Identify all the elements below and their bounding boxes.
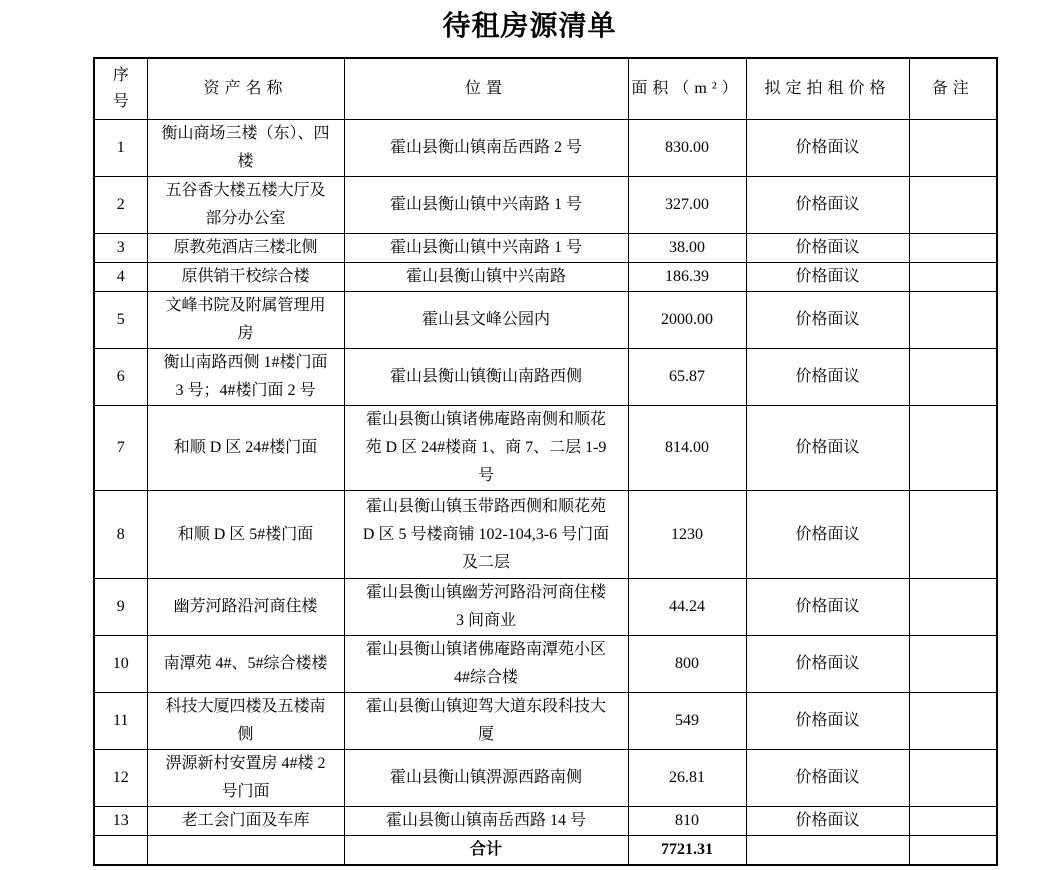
cell-area: 38.00 <box>628 234 746 263</box>
cell-location: 霍山县衡山镇南岳西路 2 号 <box>344 120 628 177</box>
cell-location: 霍山县衡山镇中兴南路 1 号 <box>344 177 628 234</box>
cell-note <box>909 807 997 836</box>
cell-location: 霍山县衡山镇中兴南路 <box>344 263 628 292</box>
cell-asset-name: 五谷香大楼五楼大厅及部分办公室 <box>147 177 344 234</box>
cell-area: 830.00 <box>628 120 746 177</box>
header-price: 拟定拍租价格 <box>746 58 909 120</box>
header-asset: 资产名称 <box>147 58 344 120</box>
cell-area: 65.87 <box>628 349 746 406</box>
table-body <box>94 120 997 836</box>
cell-asset-name: 原教苑酒店三楼北侧 <box>147 234 344 263</box>
table-row <box>94 349 997 406</box>
table-row <box>94 636 997 693</box>
cell-note <box>909 636 997 693</box>
table-row <box>94 750 997 807</box>
cell-note <box>909 234 997 263</box>
cell-area: 1230 <box>628 491 746 579</box>
cell-no: 2 <box>94 177 147 234</box>
cell-asset-name: 和顺 D 区 24#楼门面 <box>147 406 344 491</box>
cell-area: 186.39 <box>628 263 746 292</box>
cell-no: 10 <box>94 636 147 693</box>
page-title: 待租房源清单 <box>442 11 617 42</box>
cell-no: 5 <box>94 292 147 349</box>
table-row <box>94 292 997 349</box>
cell-no: 4 <box>94 263 147 292</box>
table-footer <box>94 836 997 866</box>
cell-asset-name: 文峰书院及附属管理用房 <box>147 292 344 349</box>
cell-asset-name: 衡山南路西侧 1#楼门面 3 号；4#楼门面 2 号 <box>147 349 344 406</box>
cell-note <box>909 491 997 579</box>
cell-area: 327.00 <box>628 177 746 234</box>
cell-price: 价格面议 <box>746 579 909 636</box>
cell-no: 7 <box>94 406 147 491</box>
table-header-row <box>94 58 997 120</box>
cell-location: 霍山县衡山镇衡山南路西侧 <box>344 349 628 406</box>
table-row <box>94 579 997 636</box>
total-cell-note <box>909 836 997 866</box>
rental-assets-table <box>93 57 998 866</box>
cell-no: 6 <box>94 349 147 406</box>
cell-location: 霍山县衡山镇淠源西路南侧 <box>344 750 628 807</box>
header-location: 位置 <box>344 58 628 120</box>
cell-no: 13 <box>94 807 147 836</box>
cell-note <box>909 406 997 491</box>
cell-price: 价格面议 <box>746 693 909 750</box>
total-cell-name <box>147 836 344 866</box>
cell-note <box>909 177 997 234</box>
cell-note <box>909 120 997 177</box>
cell-note <box>909 292 997 349</box>
cell-location: 霍山县衡山镇迎驾大道东段科技大厦 <box>344 693 628 750</box>
cell-asset-name: 淠源新村安置房 4#楼 2 号门面 <box>147 750 344 807</box>
cell-price: 价格面议 <box>746 234 909 263</box>
cell-price: 价格面议 <box>746 636 909 693</box>
header-no: 序号 <box>94 58 147 120</box>
cell-location: 霍山县衡山镇幽芳河路沿河商住楼 3 间商业 <box>344 579 628 636</box>
cell-no: 11 <box>94 693 147 750</box>
cell-price: 价格面议 <box>746 807 909 836</box>
cell-asset-name: 科技大厦四楼及五楼南侧 <box>147 693 344 750</box>
header-area: 面积（m²） <box>628 58 746 120</box>
cell-no: 1 <box>94 120 147 177</box>
cell-asset-name: 原供销干校综合楼 <box>147 263 344 292</box>
total-cell-no <box>94 836 147 866</box>
cell-location: 霍山县衡山镇南岳西路 14 号 <box>344 807 628 836</box>
total-cell-price <box>746 836 909 866</box>
cell-note <box>909 750 997 807</box>
cell-price: 价格面议 <box>746 177 909 234</box>
header-note: 备注 <box>909 58 997 120</box>
cell-asset-name: 和顺 D 区 5#楼门面 <box>147 491 344 579</box>
table-row <box>94 807 997 836</box>
table-row <box>94 120 997 177</box>
cell-location: 霍山县衡山镇玉带路西侧和顺花苑 D 区 5 号楼商铺 102-104,3-6 号门面及二层 <box>344 491 628 579</box>
table-row <box>94 263 997 292</box>
table-row <box>94 234 997 263</box>
cell-area: 814.00 <box>628 406 746 491</box>
total-label: 合计 <box>344 836 628 866</box>
cell-area: 800 <box>628 636 746 693</box>
cell-area: 810 <box>628 807 746 836</box>
table-row <box>94 491 997 579</box>
cell-area: 549 <box>628 693 746 750</box>
cell-area: 44.24 <box>628 579 746 636</box>
cell-asset-name: 衡山商场三楼（东）、四楼 <box>147 120 344 177</box>
cell-note <box>909 263 997 292</box>
cell-price: 价格面议 <box>746 491 909 579</box>
cell-no: 3 <box>94 234 147 263</box>
cell-asset-name: 幽芳河路沿河商住楼 <box>147 579 344 636</box>
cell-area: 2000.00 <box>628 292 746 349</box>
cell-note <box>909 579 997 636</box>
cell-price: 价格面议 <box>746 406 909 491</box>
table-row <box>94 406 997 491</box>
table-row <box>94 177 997 234</box>
total-area-value: 7721.31 <box>628 836 746 866</box>
cell-location: 霍山县文峰公园内 <box>344 292 628 349</box>
cell-location: 霍山县衡山镇诸佛庵路南侧和顺花苑 D 区 24#楼商 1、商 7、二层 1-9 号 <box>344 406 628 491</box>
cell-price: 价格面议 <box>746 750 909 807</box>
cell-price: 价格面议 <box>746 120 909 177</box>
cell-no: 9 <box>94 579 147 636</box>
cell-price: 价格面议 <box>746 263 909 292</box>
table-row <box>94 693 997 750</box>
cell-asset-name: 南潭苑 4#、5#综合楼楼 <box>147 636 344 693</box>
cell-asset-name: 老工会门面及车库 <box>147 807 344 836</box>
cell-no: 8 <box>94 491 147 579</box>
cell-area: 26.81 <box>628 750 746 807</box>
total-row <box>94 836 997 866</box>
cell-note <box>909 349 997 406</box>
cell-price: 价格面议 <box>746 349 909 406</box>
cell-price: 价格面议 <box>746 292 909 349</box>
cell-no: 12 <box>94 750 147 807</box>
cell-location: 霍山县衡山镇诸佛庵路南潭苑小区 4#综合楼 <box>344 636 628 693</box>
cell-note <box>909 693 997 750</box>
cell-location: 霍山县衡山镇中兴南路 1 号 <box>344 234 628 263</box>
